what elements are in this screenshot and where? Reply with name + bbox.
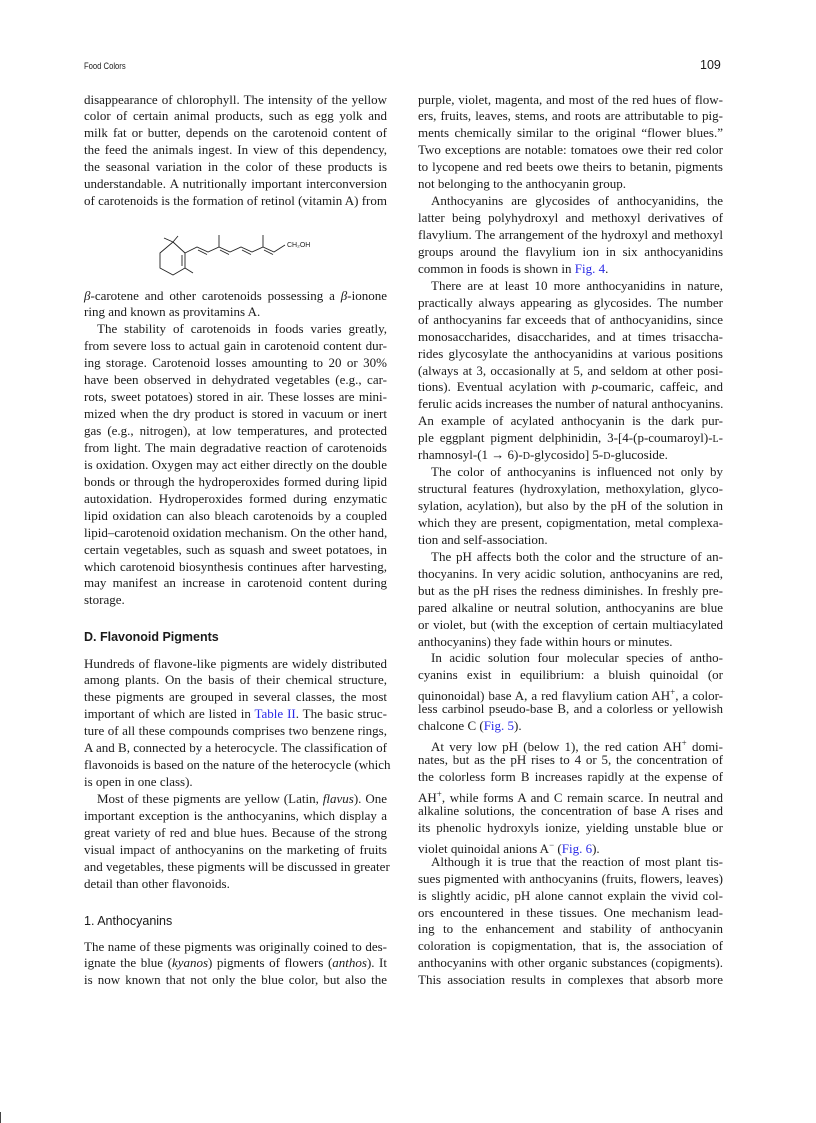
text-run: ple eggplant pigment delphinidin, 3-[4-(p-coumaroyl)- <box>418 430 713 446</box>
text-run: autoxidation. Hydroperoxides formed during enzymatic <box>84 490 387 506</box>
text-run: nates, but as the pH rises to 4 or 5, the concentration of <box>418 752 723 768</box>
text-run: , while forms A and C remain scarce. In neutral and <box>441 789 723 805</box>
small-caps-text: D <box>522 451 530 463</box>
italic-text: flavus <box>322 791 354 806</box>
text-run: ors encountered in these tissues. One mechanism lead- <box>418 904 723 920</box>
text-line <box>418 617 723 634</box>
text-line <box>418 193 723 210</box>
text-run: purple, violet, magenta, and most of the red hues of flow- <box>418 91 723 107</box>
text-line <box>84 159 387 176</box>
italic-text: β <box>84 287 91 303</box>
text-line <box>84 575 387 592</box>
text-run: ). <box>592 840 600 856</box>
text-run: - <box>718 430 723 446</box>
text-run: At very low pH (below 1), the red cation AH <box>431 739 682 755</box>
text-run: The name of these pigments was originally coined to des- <box>84 938 387 954</box>
text-line <box>418 955 723 972</box>
text-run: ing storage. Carotenoid losses amounting to 20 or 30% <box>84 355 387 371</box>
text-line <box>418 227 723 244</box>
text-run: not belonging to the anthocyanin group. <box>418 176 626 192</box>
text-line <box>84 972 387 989</box>
section-heading-flavonoid-pigments: D. Flavonoid Pigments <box>84 630 219 644</box>
superscript: − <box>549 839 555 850</box>
text-line <box>84 372 387 389</box>
text-run: visual impact of anthocyanins on the marketing of fruits <box>84 841 387 857</box>
text-line <box>418 481 723 498</box>
text-run: important of which are listed in <box>84 706 255 722</box>
left-text-block-3 <box>84 655 391 893</box>
text-run: bonds or through the hydroperoxides formed during lipid <box>84 473 387 489</box>
italic-text: β <box>340 287 348 303</box>
text-run: ments chemically similar to the original “flower blues.” <box>418 125 723 141</box>
text-run: its phenolic hydroxyls ionize, yielding unstable blue or <box>418 819 723 835</box>
text-line <box>84 457 387 474</box>
text-line <box>84 491 387 508</box>
text-run: milk fat or butter, depends on the carotenoid content of <box>84 125 387 141</box>
text-line <box>418 430 723 447</box>
text-line <box>84 723 387 740</box>
text-run: -carotene and other carotenoids possessing a <box>90 287 341 303</box>
text-line <box>418 583 723 600</box>
text-line <box>84 193 387 210</box>
text-run: ( <box>554 840 562 856</box>
text-line <box>84 304 387 321</box>
text-run: Although it is true that the reaction of most plant tis- <box>431 853 723 869</box>
page-number: 109 <box>700 58 721 72</box>
small-caps-text: L <box>712 434 719 446</box>
text-run: . The basic struc- <box>295 706 387 722</box>
text-run: these pigments are grouped in several classes, the most <box>84 689 387 705</box>
text-line <box>418 498 723 515</box>
text-run: -ionone <box>347 287 387 303</box>
text-run: is open in one class). <box>84 774 193 790</box>
text-run: is oxidation. Oxygen may act either directly on the double <box>84 456 387 472</box>
text-run: the colorless form B increases rapidly at the expense of <box>418 769 723 784</box>
superscript: + <box>670 687 676 698</box>
subsection-heading-anthocyanins: 1. Anthocyanins <box>84 914 173 928</box>
text-line <box>418 820 723 837</box>
text-line <box>418 176 723 193</box>
text-line <box>84 672 387 689</box>
text-line <box>418 261 723 278</box>
text-line <box>418 871 723 888</box>
text-line <box>84 406 387 423</box>
text-line <box>418 718 723 735</box>
text-run: Anthocyanins are glycosides of anthocyanidins, the <box>431 193 723 209</box>
text-run: detail than other flavonoids. <box>84 875 230 891</box>
text-line <box>84 338 387 355</box>
text-run: anthocyanins with other organic substances (copigments). <box>418 955 723 971</box>
text-line <box>84 525 387 542</box>
text-run: AH <box>418 789 437 805</box>
text-run: the seasonal variation in the color of these products is <box>84 159 387 175</box>
text-line <box>418 701 723 718</box>
text-line <box>418 108 723 125</box>
text-run: certain vegetables, such as squash and sweet potatoes, in <box>84 541 387 557</box>
text-line <box>418 938 723 955</box>
text-run: common in foods is shown in <box>418 260 575 276</box>
italic-text: anthos <box>332 955 367 971</box>
text-line <box>418 125 723 142</box>
text-run: , a color- <box>675 688 723 704</box>
text-line <box>418 210 723 227</box>
text-run: rots, sweet potatoes) stored in air. These losses are mini- <box>84 389 387 405</box>
text-run: understandable. A nutritionally important interconversion <box>84 176 387 192</box>
left-text-block-4 <box>84 939 387 990</box>
text-run: ignate the blue ( <box>84 955 172 971</box>
text-line <box>418 634 723 651</box>
text-line <box>84 955 387 972</box>
text-run: tions). Eventual acylation with <box>418 379 592 395</box>
text-run: Hundreds of flavone-like pigments are widely distributed <box>84 655 387 671</box>
text-line <box>418 159 723 176</box>
text-line <box>418 447 723 464</box>
superscript: + <box>681 738 687 749</box>
text-line <box>418 413 723 430</box>
text-line <box>84 774 387 791</box>
text-line <box>84 740 387 757</box>
text-run: from light. The main degradative reaction of carotenoids <box>84 439 387 455</box>
text-line <box>84 321 387 338</box>
text-line <box>84 423 387 440</box>
text-line <box>84 288 387 305</box>
text-line <box>418 464 723 481</box>
text-run: mized when the dry product is stored in vacuum or inert <box>84 406 387 422</box>
text-line <box>84 142 387 159</box>
running-title: Food Colors <box>84 61 126 71</box>
text-line <box>418 532 723 549</box>
italic-text: kyanos <box>171 955 209 971</box>
text-line <box>418 515 723 532</box>
text-line <box>84 808 387 825</box>
text-run: alkaline solutions, the concentration of base A rises and <box>418 802 723 818</box>
text-run: sues pigmented with anthocyanins (fruits, flowers, leaves) <box>418 870 723 886</box>
text-run: structural features (hydroxylation, methoxylation, glyco- <box>418 481 723 497</box>
text-line <box>84 559 387 576</box>
text-run: among plants. On the basis of their chemical structure, <box>84 672 387 688</box>
text-run: flavylium. The arrangement of the hydroxyl and methoxyl <box>418 227 723 242</box>
text-run: violet quinoidal anions A <box>418 840 550 856</box>
text-run: There are at least 10 more anthocyanidins in nature, <box>431 277 723 293</box>
text-run: anthocyanins) they fade within hours or minutes. <box>418 633 673 649</box>
text-run: which carotenoid biosynthesis continues after harvesting, <box>84 558 387 574</box>
text-run: or violet, but (with the exception of certain multiacylated <box>418 616 723 632</box>
text-line <box>418 752 723 769</box>
text-line <box>84 842 387 859</box>
text-run: great variety of red and blue hues. Because of the strong <box>84 824 387 840</box>
text-line <box>418 312 723 329</box>
text-line <box>418 786 723 803</box>
text-line <box>84 108 387 125</box>
text-line <box>418 566 723 583</box>
text-line <box>84 389 387 406</box>
text-run: ). One <box>353 791 387 806</box>
text-run: monosaccharides, disaccharides, and at times trisaccha- <box>418 328 723 344</box>
text-run: of anthocyanins far exceeds that of anthocyanidins, since <box>418 311 723 327</box>
text-line <box>84 440 387 457</box>
text-line <box>84 689 387 706</box>
text-line <box>84 757 391 774</box>
text-run: Most of these pigments are yellow (Latin, <box>97 791 323 806</box>
text-run: Two exceptions are notable: tomatoes owe their red color <box>418 142 723 158</box>
text-line <box>84 706 387 723</box>
text-line <box>84 474 387 491</box>
text-run: ers, fruits, leaves, stems, and roots are attributable to pig- <box>418 108 723 124</box>
text-run: ferulic acids increases the number of natural anthocyanins. <box>418 396 724 412</box>
retinol-structure-figure <box>140 225 340 285</box>
text-run: The color of anthocyanins is influenced not only by <box>431 464 723 480</box>
text-line <box>418 905 723 922</box>
text-run: from severe loss to actual gain in carotenoid content dur- <box>84 338 387 354</box>
text-run: the feed the animals ingest. In view of this dependency, <box>84 142 387 158</box>
text-run: chalcone C ( <box>418 718 484 734</box>
text-run: groups around the flavylium ion in six anthocyanidins <box>418 243 723 259</box>
text-run: This association results in complexes that absorb more <box>418 972 723 988</box>
text-line <box>84 355 387 372</box>
ch2oh-label: CH₂OH <box>287 242 311 249</box>
text-run: -coumaric, caffeic, and <box>598 379 724 395</box>
text-run: practically always appearing as glycosides. The number <box>418 294 723 310</box>
text-run: ) pigments of flowers ( <box>208 955 333 971</box>
text-line <box>418 735 723 755</box>
text-run: cyanins exist in equilibrium: a bluish quinoidal (or <box>418 667 723 683</box>
text-line <box>418 837 723 854</box>
text-run: flavonoids is based on the nature of the heterocycle (which <box>84 757 391 773</box>
text-run: lipid–carotenoid oxidation mechanism. On the other hand, <box>84 524 388 540</box>
text-line <box>84 176 387 193</box>
text-line <box>418 854 723 871</box>
text-line <box>84 656 387 673</box>
text-run: coloration is copigmentation, that is, the association of <box>418 938 723 954</box>
figure-reference-link[interactable]: Fig. 6 <box>561 840 593 856</box>
text-run: is now known that not only the blue color, but also the <box>84 972 387 988</box>
text-run: domi- <box>686 739 723 755</box>
text-line <box>418 972 723 989</box>
text-run: color of certain animal products, such as egg yolk and <box>84 108 387 124</box>
text-line <box>418 142 723 159</box>
left-text-block-1 <box>84 92 387 211</box>
text-line <box>418 769 723 786</box>
text-line <box>84 858 390 876</box>
figure-reference-link[interactable]: Fig. 5 <box>483 718 515 734</box>
text-run: -glucoside. <box>610 447 668 463</box>
text-run: but as the pH rises the redness diminishes. In freshly pre- <box>418 582 723 598</box>
text-run: less carbinol pseudo-base B, and a colorless or yellowish <box>418 701 723 717</box>
text-line <box>418 650 723 667</box>
retinol-molecule-diagram <box>140 225 340 285</box>
text-run: which they are present, copigmentation, metal complexa- <box>418 514 723 530</box>
text-run: The stability of carotenoids in foods varies greatly, <box>97 321 387 337</box>
text-run: of carotenoids is the formation of retinol (vitamin A) from <box>84 193 387 209</box>
italic-text: p <box>591 379 599 395</box>
text-run: gas (e.g., nitrogen), at low temperatures, and protected <box>84 423 387 438</box>
text-run: rides glycosylate the anthocyanidins at various positions <box>418 345 723 361</box>
text-line <box>418 396 723 413</box>
text-run: disappearance of chlorophyll. The intensity of the yellow <box>84 91 387 107</box>
figure-reference-link[interactable]: Table II <box>254 706 296 722</box>
right-text-block <box>418 92 723 990</box>
text-run: thocyanins. In very acidic solution, anthocyanins are red, <box>418 565 723 581</box>
text-run: A and B, connected by a heterocycle. The classification of <box>84 740 387 756</box>
figure-reference-link[interactable]: Fig. 4 <box>574 260 606 276</box>
text-run: In acidic solution four molecular species of antho- <box>431 650 723 666</box>
text-line <box>418 346 723 363</box>
text-run: -glycosido] 5- <box>529 447 604 463</box>
text-run: ). It <box>366 955 387 971</box>
page-corner-mark <box>0 1112 1 1123</box>
small-caps-text: D <box>603 451 611 463</box>
text-line <box>418 329 723 346</box>
text-run: (always at 3, occasionally at 5, and seldom at other posi- <box>418 362 723 378</box>
text-run: have been observed in dehydrated vegetables (e.g., car- <box>84 372 387 388</box>
left-text-block-2 <box>84 288 387 610</box>
text-run: ). <box>514 718 522 734</box>
text-run: rhamnosyl-(1 → 6)- <box>418 447 523 463</box>
text-line <box>84 92 387 109</box>
text-line <box>418 684 723 704</box>
text-run: ture of all these compounds comprises two benzene rings, <box>84 723 387 739</box>
text-run: . <box>605 260 609 276</box>
text-run: and vegetables, these pigments will be discussed in greater <box>84 858 390 874</box>
text-line <box>418 921 723 938</box>
text-run: quinonoidal) base A, a red flavylium cation AH <box>418 688 671 704</box>
text-run: may manifest an increase in carotenoid content during <box>84 575 387 591</box>
text-line <box>84 508 387 525</box>
text-run: sylation, acylation), but also by the pH of the solution in <box>418 498 723 513</box>
text-run: latter being polyhydroxyl and methoxyl derivatives of <box>418 210 723 226</box>
text-run: tion and self-association. <box>418 531 548 547</box>
text-line <box>418 667 723 684</box>
text-line <box>418 244 723 261</box>
text-line <box>84 939 387 956</box>
text-run: storage. <box>84 592 125 608</box>
text-run: pared alkaline or neutral solution, anthocyanins are blue <box>418 599 723 615</box>
text-run: An example of acylated anthocyanin is the dark pur- <box>418 413 723 429</box>
text-line <box>84 791 387 808</box>
text-line <box>418 363 723 380</box>
text-line <box>84 825 387 842</box>
text-run: The pH affects both the color and the structure of an- <box>431 548 723 564</box>
text-line <box>84 542 387 559</box>
text-run: to lycopene and red beets owe theirs to betanin, pigments <box>418 159 723 175</box>
superscript: + <box>436 788 442 799</box>
text-line <box>418 278 723 295</box>
text-run: is slightly acidic, pH alone cannot explain the vivid col- <box>418 887 723 903</box>
text-line <box>418 549 723 566</box>
text-line <box>418 295 723 312</box>
text-run: important exception is the anthocyanins, which display a <box>84 807 387 823</box>
text-line <box>84 592 387 609</box>
text-run: lipid oxidation can also bleach carotenoids by a coupled <box>84 507 387 523</box>
text-line <box>418 803 723 820</box>
text-line <box>84 876 387 893</box>
text-line <box>418 92 723 109</box>
text-line <box>418 600 723 617</box>
text-line <box>418 379 723 396</box>
text-line <box>418 888 723 905</box>
text-run: ing to the enhancement and stability of anthocyanin <box>418 921 723 937</box>
text-line <box>84 125 387 142</box>
text-run: ring and known as provitamins A. <box>84 304 261 320</box>
